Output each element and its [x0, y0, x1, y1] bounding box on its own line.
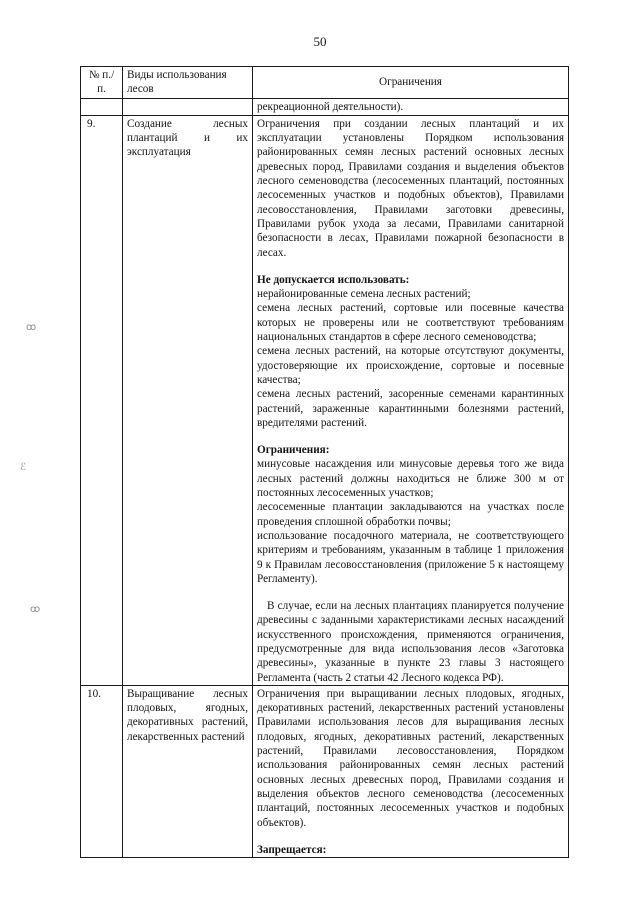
scan-mark: ꝏ	[30, 604, 41, 615]
limits-title: Ограничения:	[257, 444, 330, 457]
list-item: семена лесных растений, сортовые или посевные качества которых не проверены или не соответствуют требованиям национальных стандартов в сфере лесного семеноводства;	[257, 302, 564, 344]
row-limits-cell	[253, 115, 569, 685]
header-number: № п./п.	[81, 67, 123, 99]
list-item: лесосеменные плантации закладываются на участках после проведения сплошной обработки почвы;	[257, 501, 564, 528]
row-intro: Ограничения при создании лесных плантаций и их эксплуатации установлены Порядком использования районированных семян лесных растений основных лесных древесных пород, Правилами создания и выделения объектов лесного семеноводства (лесосеменных плантаций, постоянных лесосеменных участков и подобных объектов), Правилами лесовосстановления, Правилами заготовки древесины, Правилами рубок ухода за лесами, Правилами санитарной безопасности в лесах, Правилами пожарной безопасности в лесах.	[257, 117, 564, 259]
prohibited-title: Не допускается использовать:	[257, 273, 410, 286]
row-kind: Выращивание лесных плодовых, ягодных, декоративных растений, лекарственных растений	[123, 685, 253, 857]
row-number: 10.	[81, 685, 123, 857]
scan-mark: ꝏ	[26, 322, 37, 333]
page-number: 50	[313, 34, 327, 49]
row-number: 9.	[81, 115, 123, 685]
list-item: использование посадочного материала, не соответствующего критериям и требованиям, указанным в таблице 1 приложения 9 к Правилам лесовосстановления (приложение 5 к настоящему Регламенту).	[257, 529, 564, 585]
continuation-row	[81, 98, 569, 115]
regulation-table	[80, 66, 569, 858]
list-item: минусовые насаждения или минусовые деревья того же вида лесных растений должны находиться не ближе 300 м от постоянных лесосеменных участков;	[257, 458, 564, 500]
continuation-text: рекреационной деятельности).	[253, 98, 569, 115]
prohibited-title: Запрещается:	[257, 843, 327, 856]
table-header-row	[81, 67, 569, 99]
list-item: нерайонированные семена лесных растений;	[257, 288, 471, 301]
list-item: семена лесных растений, засоренные семенами карантинных растений, зараженные карантинными болезнями растений, вредителями растений.	[257, 388, 564, 429]
continuation-num-cell	[81, 98, 123, 115]
continuation-kind-cell	[123, 98, 253, 115]
row-kind: Создание лесных плантаций и их эксплуатация	[123, 115, 253, 685]
table-row	[81, 685, 569, 857]
row-intro: Ограничения при выращивании лесных плодовых, ягодных, декоративных растений, лекарственных растений установлены Правилами использования лесов для выращивания лесных плодовых, ягодных, декоративных растений, лекарственных растений, Правилами лесовосстановления, Порядком использования районированных семян лесных растений основных лесных древесных пород, Правилами создания и выделения объектов лесного семеноводства (лесосеменных плантаций, постоянных лесосеменных участков и подобных объектов).	[257, 687, 564, 829]
table-row	[81, 115, 569, 685]
list-item: семена лесных растений, на которые отсутствуют документы, удостоверяющие их происхождение, сортовые и посевные качества;	[257, 345, 564, 386]
row-limits-cell	[253, 685, 569, 857]
row-closing: В случае, если на лесных плантациях планируется получение древесины с заданными характеристиками лесных насаждений искусственного происхождения, применяются ограничения, предусмотренные для вида использования лесов «Заготовка древесины», указанные в пункте 23 главы 3 настоящего Регламента (часть 2 статьи 42 Лесного кодекса РФ).	[257, 600, 564, 684]
scan-mark: ℰ	[20, 462, 27, 473]
header-kind: Виды использования лесов	[123, 67, 253, 99]
header-limits: Ограничения	[253, 67, 569, 99]
